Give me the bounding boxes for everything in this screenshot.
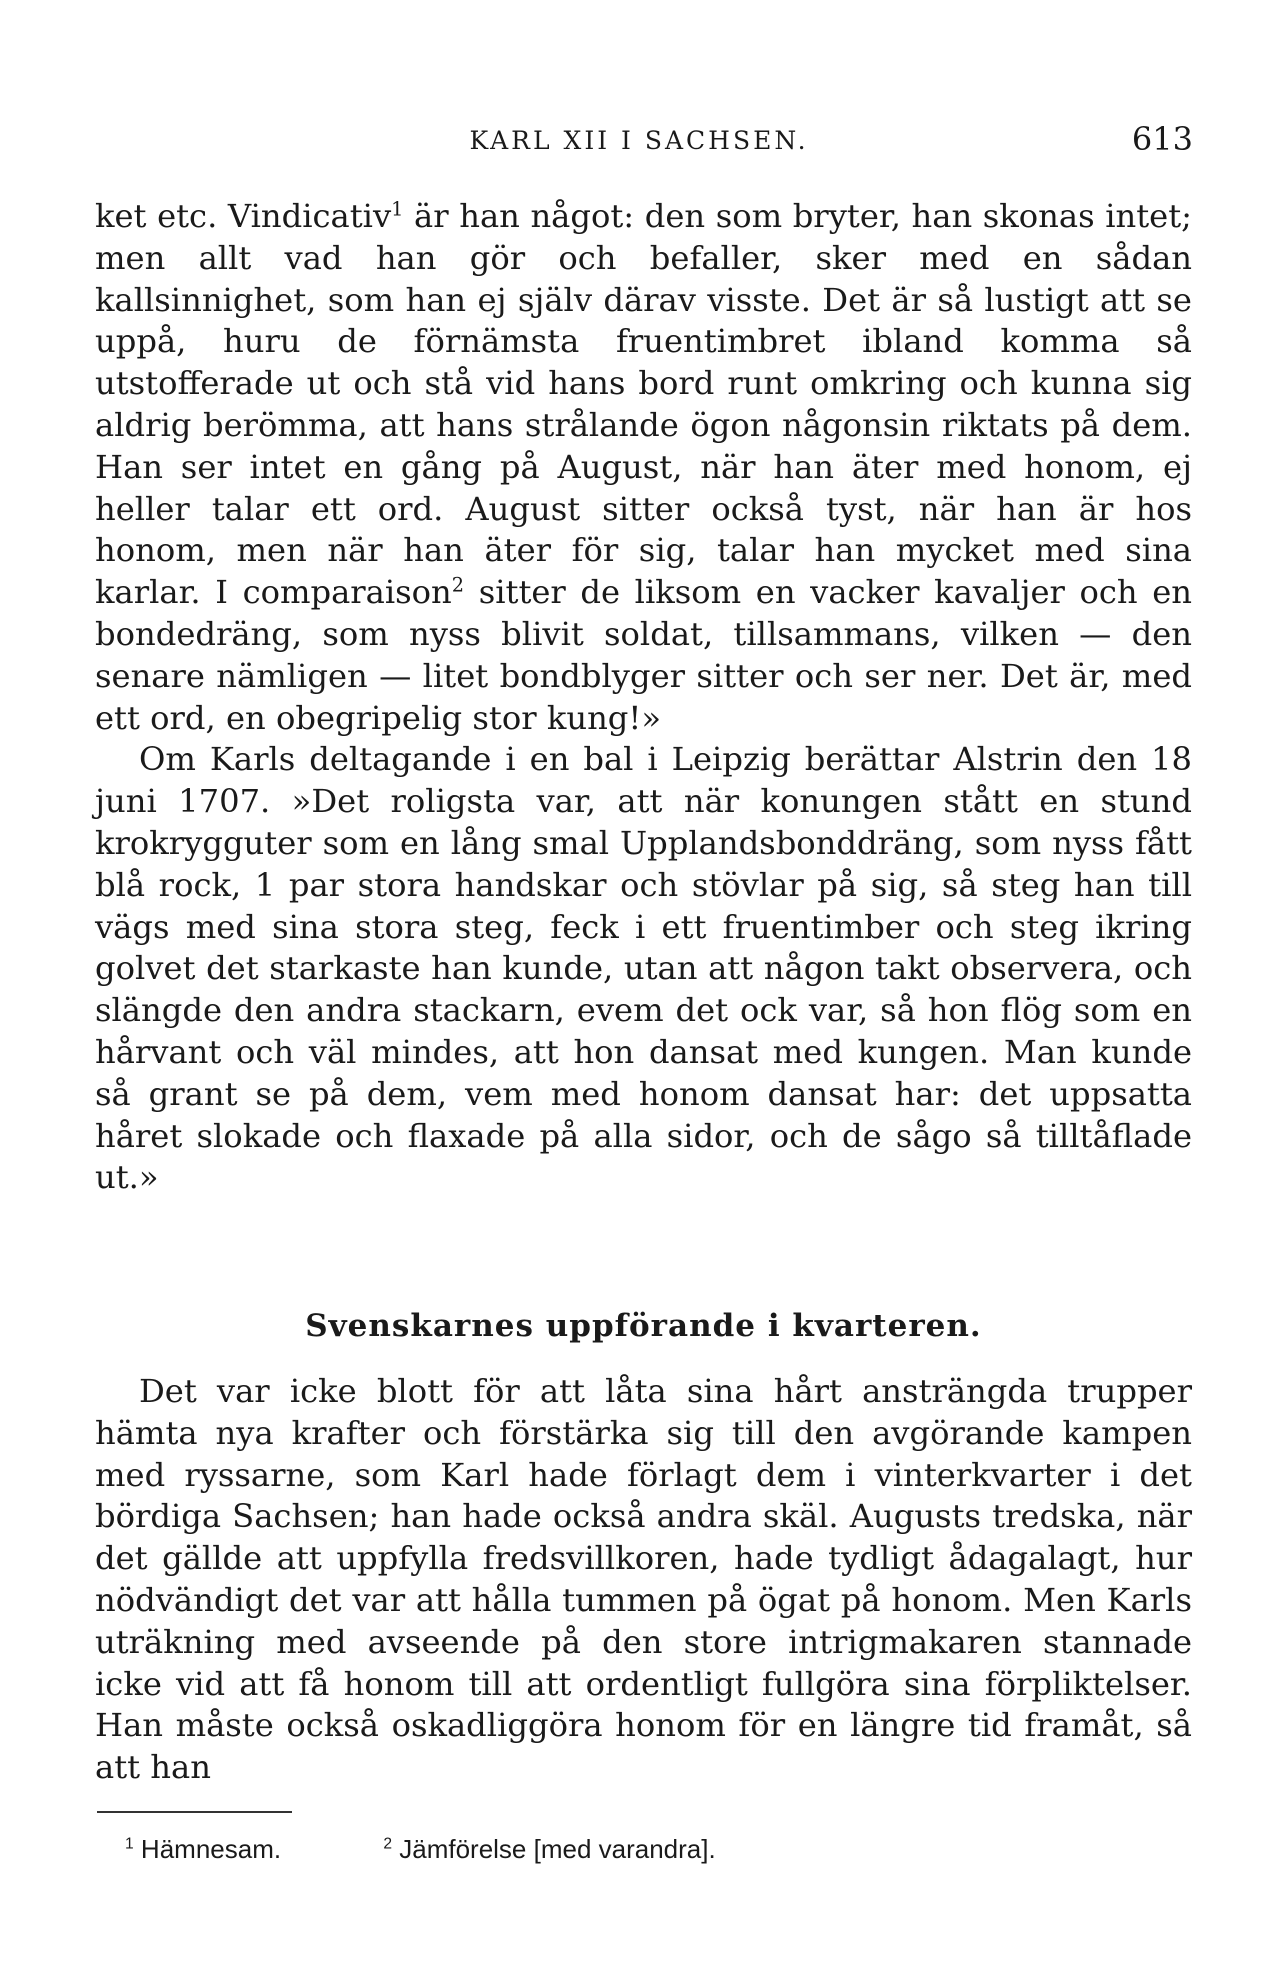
- footnote-ref-1: 1: [391, 197, 404, 221]
- paragraph-1-part-a: ket etc. Vindicativ: [95, 197, 392, 235]
- paragraph-2: Om Karls deltagande i en bal i Leipzig berättar Alstrin den 18 juni 1707. »Det roligsta var, att när konungen stått en stund krokrygguter som en lång smal Upplandsbonddräng, som nyss fått blå rock, 1 par stora handskar och stövlar på sig, så steg han till vägs med sina stora steg, feck i ett fruentimber och steg ikring golvet det starkaste han kunde, utan att någon takt observera, och slängde den andra stackarn, evem det ock var, så hon flög som en hårvant och väl mindes, att hon dansat med kungen. Man kunde så grant se på dem, vem med honom dansat har: det uppsatta håret slokade och flaxade på alla sidor, och de sågo så tilltåflade ut.»: [95, 740, 1192, 1197]
- footnote-2-text: Jämförelse [med varandra].: [399, 1834, 716, 1864]
- paragraph-1-part-c: sitter de liksom en vacker kavaljer och en bondedräng, som nyss blivit soldat, tillsammans, vilken — den senare nämligen — litet bondblyger sitter och ser ner. Det är, med ett ord, en obegripelig stor kung!»: [95, 573, 1192, 737]
- running-title: KARL XII I SACHSEN.: [469, 126, 809, 155]
- footnote-2-mark: 2: [383, 1835, 392, 1853]
- footnote-ref-2: 2: [451, 573, 465, 597]
- footnote-2: [383, 1834, 715, 1865]
- paragraph-3: Det var icke blott för att låta sina hårt ansträngda trupper hämta nya krafter och förstärka sig till den avgörande kampen med ryssarne, som Karl hade förlagt dem i vinterkvarter i det bördiga Sachsen; han hade också andra skäl. Augusts tredska, när det gällde att uppfylla fredsvillkoren, hade tydligt ådagalagt, hur nödvändigt det var att hålla tummen på ögat på honom. Men Karls uträkning med avseende på den store intrigmakaren stannade icke vid att få honom till att ordentligt fullgöra sina förpliktelser. Han måste också oskadliggöra honom för en längre tid framåt, så att han: [95, 1372, 1192, 1787]
- paragraph-1: [95, 196, 1192, 739]
- body-text-lower: [95, 1371, 1192, 1789]
- footnote-rule: [97, 1811, 292, 1813]
- footnote-1-mark: 1: [125, 1835, 134, 1853]
- paragraph-1-part-b: är han något: den som bryter, han skonas intet; men allt vad han gör och befaller, sker med en sådan kallsinnighet, som han ej själv därav visste. Det är så lustigt att se uppå, huru de förnämsta fruentimbret ibland komma så utstofferade ut och stå vid hans bord runt omkring och kunna sig aldrig berömma, att hans strålande ögon någonsin riktats på dem. Han ser intet en gång på August, när han äter med honom, ej heller talar ett ord. August sitter också tyst, när han är hos honom, men när han äter för sig, talar han mycket med sina karlar. I comparaison: [95, 197, 1192, 612]
- footnote-1-text: Hämnesam.: [140, 1834, 282, 1864]
- page-number: 613: [1131, 120, 1193, 158]
- footnote-1: [125, 1834, 281, 1865]
- footnotes: [125, 1834, 811, 1865]
- body-text-upper: [95, 196, 1192, 1199]
- running-head: [0, 108, 1278, 168]
- section-heading: Svenskarnes uppförande i kvarteren.: [305, 1308, 982, 1344]
